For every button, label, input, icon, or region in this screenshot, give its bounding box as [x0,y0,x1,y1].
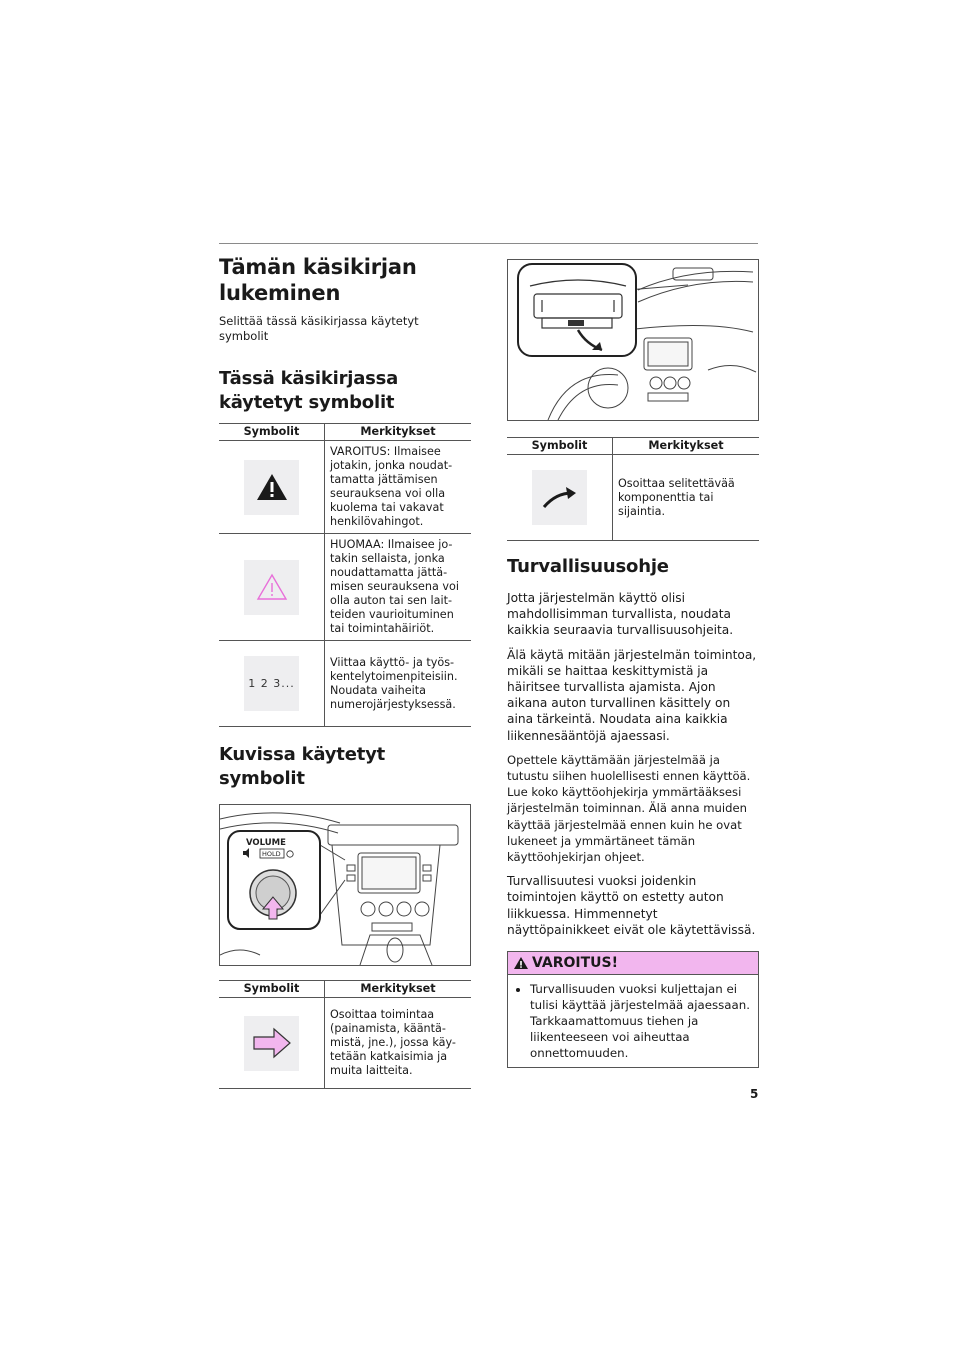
table-row [219,998,471,1089]
section-heading-figure-symbols: Kuvissa käytetyt symbolit [219,744,386,789]
step-numbers-label: 1 2 3... [248,676,295,690]
page-title: Tämän käsikirjan lukeminen [219,255,417,305]
table-row [219,534,471,641]
table-header-symbols: Symbolit [219,424,325,441]
warning-item: • Turvallisuuden vuoksi kuljettajan ei tulisi käyttää järjestelmää ajaessaan. Tarkkaamattomuus tiehen ja liikenteeseen voi aiheuttaa onnettomuuden. [530,981,752,1061]
caution-triangle-outline-icon [244,560,299,615]
figure-symbols-table [219,980,471,1089]
warning-title: VAROITUS! [532,955,618,972]
table-header-symbols: Symbolit [507,438,613,455]
dashboard-illustration [220,805,470,965]
right-column [507,259,759,1068]
dashboard-pointer-illustration [508,260,758,420]
safety-paragraph: Älä käytä mitään järjestelmän toimintoa, mikäli se haittaa keskittymistä ja häiritsee turvallista ajamista. Ajon aikana auton turvallinen käsittely on aina tärkeintä. Noudata aina kaikkia liikennesääntöjä ajaessasi. [507,647,757,743]
table-header-symbols: Symbolit [219,981,325,998]
left-column [219,254,471,1089]
safety-paragraph: Jotta järjestelmän käyttö olisi mahdollisimman turvallista, noudata kaikkia seuraavia turvallisuusohjeita. [507,591,734,638]
figure-dashboard-pointer [507,259,759,421]
warning-box [507,951,759,1068]
step-numbers-icon [244,656,299,711]
table-header-meanings: Merkitykset [613,438,760,455]
warning-triangle-black-icon [244,460,299,515]
action-arrow-icon [244,1016,299,1071]
section-heading-safety: Turvallisuusohje [507,556,669,577]
symbols-table [219,423,471,727]
volume-label: VOLUME [246,838,286,848]
table-row [219,441,471,534]
page-number: 5 [750,1087,759,1101]
pointer-symbols-table [507,437,759,541]
warning-body [508,975,758,1067]
meaning-text: Osoittaa selitettävää komponenttia tai sijaintia. [613,455,760,541]
table-row [219,641,471,727]
page-subtitle: Selittää tässä käsikirjassa käytetyt symbolit [219,314,419,343]
hold-label: HOLD [262,850,281,858]
safety-paragraph: Opettele käyttämään järjestelmää ja tutustu siihen huolellisesti ennen käyttöä. Lue koko käyttöohjekirja ymmärtääksesi järjestelmän toiminnan. Älä anna muiden käyttää järjestelmää ennen kuin he ovat lukeneet ja ymmärtäneet tämän käyttöohjekirjan ohjeet. [507,752,751,865]
top-rule [219,243,758,244]
table-header-meanings: Merkitykset [325,424,472,441]
safety-paragraph: Turvallisuutesi vuoksi joidenkin toimintojen käyttö on estetty auton liikkuessa. Himmennetyt näyttöpainikkeet eivät ole käytettävissä. [507,874,756,937]
section-heading-symbols: Tässä käsikirjassa käytetyt symbolit [219,368,399,413]
table-row [507,455,759,541]
figure-volume-knob [219,804,471,966]
meaning-text: Viittaa käyttö- ja työs-kentelytoimenpiteisiin. Noudata vaiheita numerojärjestyksessä. [325,641,472,727]
warning-icon [513,956,529,970]
meaning-text: Osoittaa toimintaa (painamista, kääntä-mistä, jne.), jossa käy-tetään katkaisimia ja muita laitteita. [325,998,472,1089]
meaning-text: HUOMAA: Ilmaisee jo-takin sellaista, jonka noudattamatta jättä-misen seurauksena voi olla auton tai sen lait-teiden vaurioituminen tai toimintahäiriöt. [325,534,472,641]
meaning-text: VAROITUS: Ilmaisee jotakin, jonka noudat-tamatta jättämisen seurauksena voi olla kuolema tai vakavat henkilövahingot. [325,441,472,534]
pointer-arrow-icon [532,470,587,525]
table-header-meanings: Merkitykset [325,981,472,998]
warning-header [508,952,758,975]
